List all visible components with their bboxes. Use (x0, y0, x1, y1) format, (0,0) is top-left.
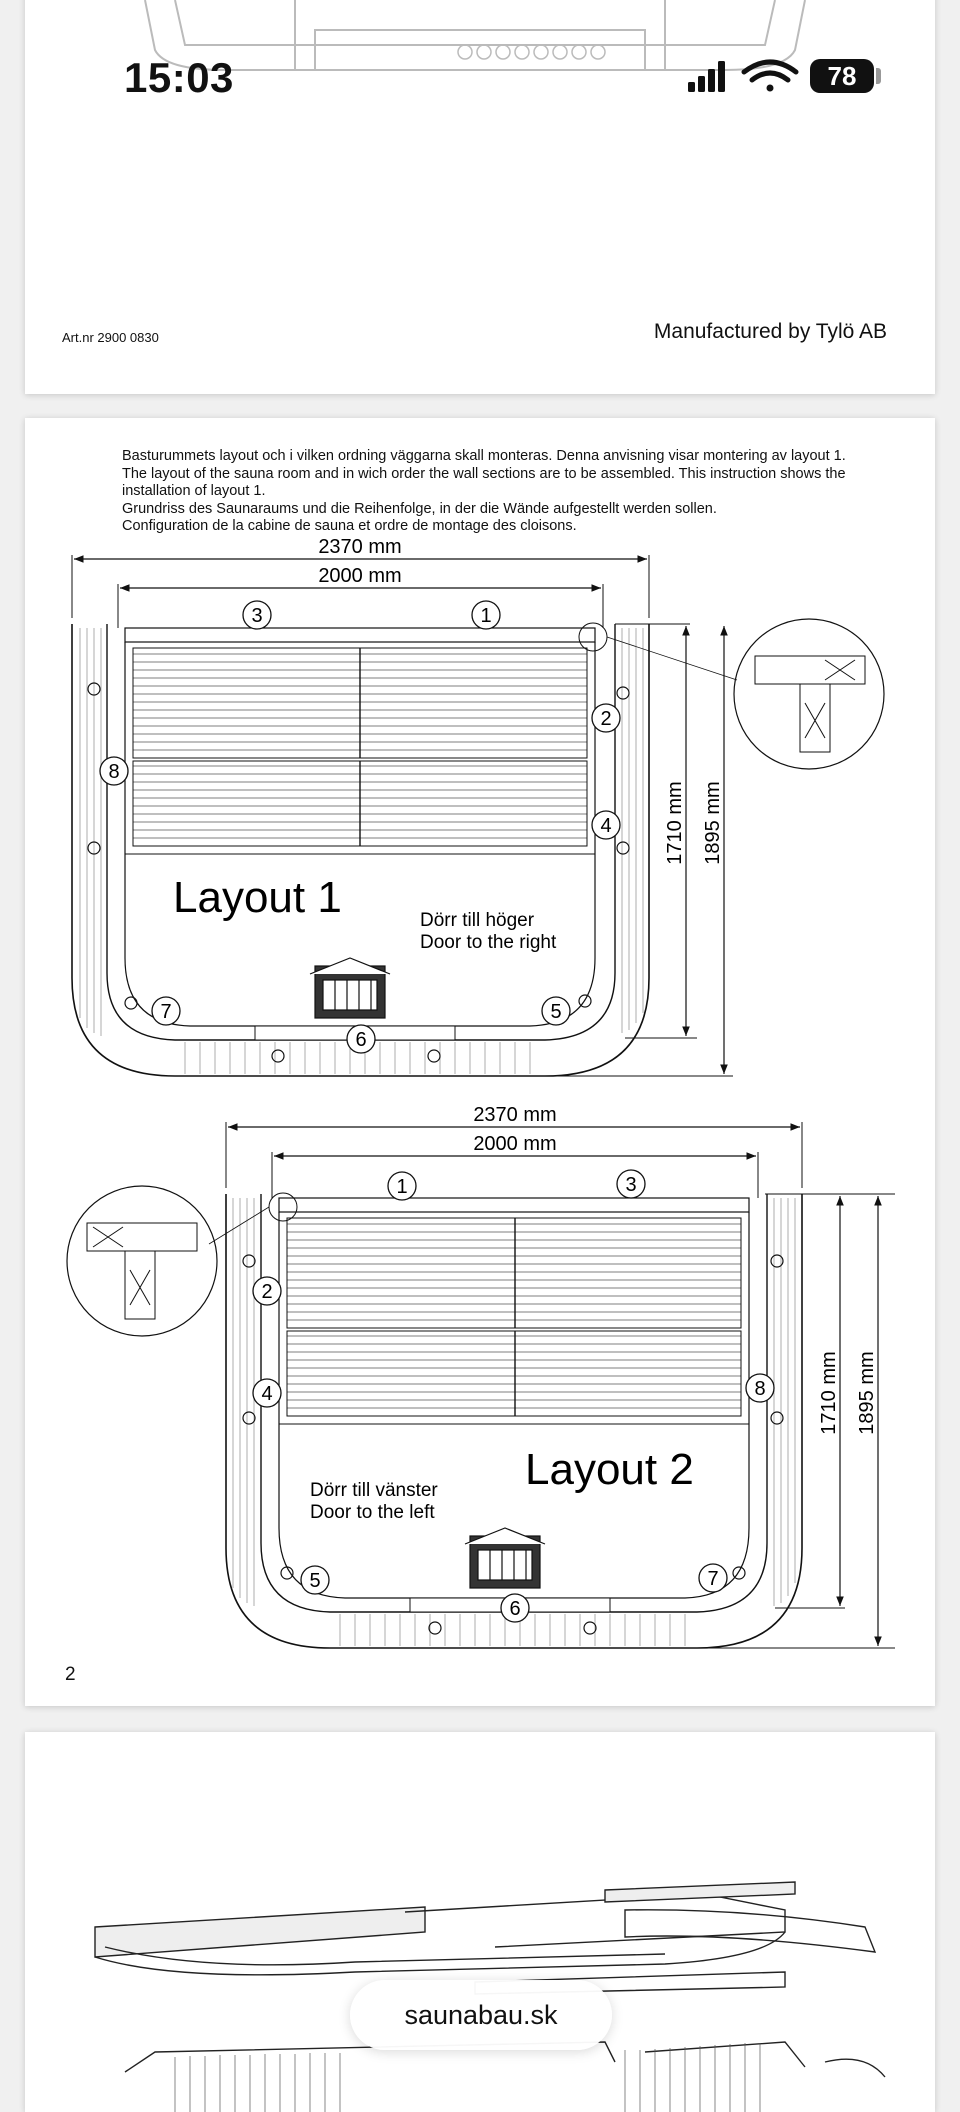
layout-1-number: 7 (160, 1001, 172, 1023)
layout-2-number: 3 (625, 1174, 637, 1196)
layout-1-door-en: Door to the right (420, 932, 557, 953)
intro-line-fr: Configuration de la cabine de sauna et ordre de montage des cloisons. (122, 518, 577, 534)
layout-2-door-en: Door to the left (310, 1502, 435, 1523)
layout-2-number: 6 (509, 1598, 521, 1620)
manual-page-3 (25, 1732, 935, 2112)
manufacturer-label: Manufactured by Tylö AB (653, 320, 887, 343)
layout-1-number: 2 (600, 708, 612, 730)
layout-1-door-sv: Dörr till höger (420, 910, 535, 931)
layout-1-number: 8 (108, 761, 120, 783)
layout-2-number: 1 (396, 1176, 408, 1198)
layout-1-number: 5 (550, 1001, 562, 1023)
battery-indicator: 78 (810, 59, 874, 93)
manual-page-1 (25, 0, 935, 394)
intro-line-en: The layout of the sauna room and in wich order the wall sections are to be assembled. This instruction shows the installation of layout 1. (122, 465, 846, 499)
intro-line-de: Grundriss des Saunaraums und die Reihenfolge, in der die Wände aufgestellt werden sollen. (122, 500, 717, 517)
layout-2-title: Layout 2 (525, 1445, 694, 1494)
layout-2-outer-depth: 1895 mm (856, 1351, 878, 1435)
status-time: 15:03 (124, 54, 234, 101)
layout-2-number: 4 (261, 1383, 273, 1405)
layout-1-number: 6 (355, 1029, 367, 1051)
layout-1-heater (310, 958, 390, 1018)
layout-2-number: 7 (707, 1568, 719, 1590)
layout-2-inner-depth: 1710 mm (818, 1351, 840, 1435)
layout-1-detail-circle (734, 619, 884, 769)
layout-2-drawing (67, 1104, 895, 1648)
layout-1-outer-width: 2370 mm (318, 536, 402, 558)
layout-1-number: 4 (600, 815, 612, 837)
layout-1-number: 3 (251, 605, 263, 627)
layout-1-inner-width: 2000 mm (318, 565, 402, 587)
browser-url-pill[interactable]: saunabau.sk (350, 1980, 612, 2050)
layout-1-title: Layout 1 (173, 873, 342, 922)
intro-line-sv: Basturummets layout och i vilken ordning väggarna skall monteras. Denna anvisning visar montering av layout 1. (122, 448, 846, 464)
layout-2-detail-circle (67, 1186, 217, 1336)
page-number: 2 (65, 1664, 76, 1685)
layout-1-number: 1 (480, 605, 492, 627)
layout-1-inner-depth: 1710 mm (664, 781, 686, 865)
layout-1-outer-depth: 1895 mm (702, 781, 724, 865)
layout-drawings (25, 418, 935, 1706)
layout-2-number: 8 (754, 1378, 766, 1400)
layout-2-number: 2 (261, 1281, 273, 1303)
sauna-assembly-illustration (25, 1732, 935, 2112)
layout-2-inner-width: 2000 mm (473, 1133, 557, 1155)
layout-2-number: 5 (309, 1570, 321, 1592)
article-number: Art.nr 2900 0830 (62, 330, 159, 345)
manual-page-2 (25, 418, 935, 1706)
layout-2-door-sv: Dörr till vänster (310, 1480, 438, 1501)
layout-2-heater (465, 1528, 545, 1588)
layout-2-outer-width: 2370 mm (473, 1104, 557, 1126)
